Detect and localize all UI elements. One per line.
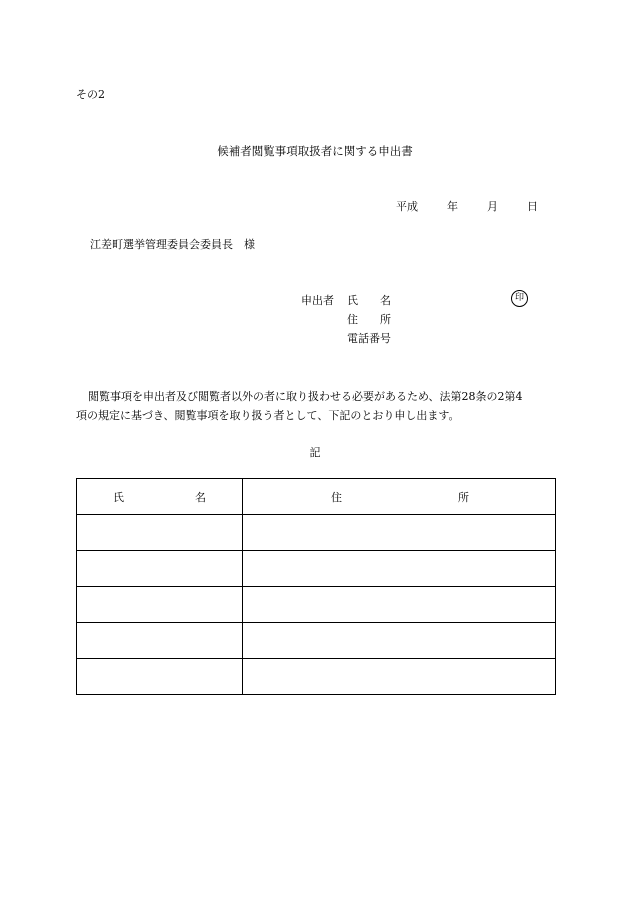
date-month-label: 月 [487,200,498,213]
form-number: その2 [76,88,105,101]
ki-heading: 記 [309,446,321,459]
table-row [77,659,556,695]
table-row [77,623,556,659]
header-name-char-2: 名 [195,490,206,504]
address-cell[interactable] [243,623,556,659]
date-year-label: 年 [447,200,458,213]
date-line [396,198,538,214]
address-cell[interactable] [243,587,556,623]
name-cell[interactable] [77,551,243,587]
table-row [77,515,556,551]
body-line-2: 項の規定に基づき、閲覧事項を取り扱う者として、下記のとおり申し出ます。 [76,409,460,422]
name-cell[interactable] [77,659,243,695]
addressee: 江差町選挙管理委員会委員長 様 [90,238,255,251]
applicant-name-row [347,292,395,308]
applicant-address-row [347,311,395,327]
applicant-address-label: 住 所 [347,313,391,326]
applicant-phone-label: 電話番号 [347,332,391,345]
header-address-char-1: 住 [331,490,342,504]
name-cell[interactable] [77,587,243,623]
body-line-1: 閲覧事項を申出者及び閲覧者以外の者に取り扱わせる必要があるため、法第28条の2第4 [88,390,523,403]
address-cell[interactable] [243,659,556,695]
document-title: 候補者閲覧事項取扱者に関する申出書 [217,144,413,158]
applicant-name-label: 氏 名 [347,294,391,307]
header-address-cell [243,479,556,515]
table-row [77,587,556,623]
name-cell[interactable] [77,623,243,659]
address-cell[interactable] [243,551,556,587]
date-day-label: 日 [527,200,538,213]
body-paragraph [76,387,556,425]
table-row [77,551,556,587]
record-table [76,478,556,695]
header-name-cell [77,479,243,515]
applicant-phone-row [347,330,395,346]
address-cell[interactable] [243,515,556,551]
header-name-char-1: 氏 [113,490,124,504]
seal-mark: 印 [511,290,528,307]
header-address-char-2: 所 [458,490,469,504]
applicant-label: 申出者 [301,294,334,307]
name-cell[interactable] [77,515,243,551]
date-era: 平成 [396,200,418,213]
table-header-row [77,479,556,515]
